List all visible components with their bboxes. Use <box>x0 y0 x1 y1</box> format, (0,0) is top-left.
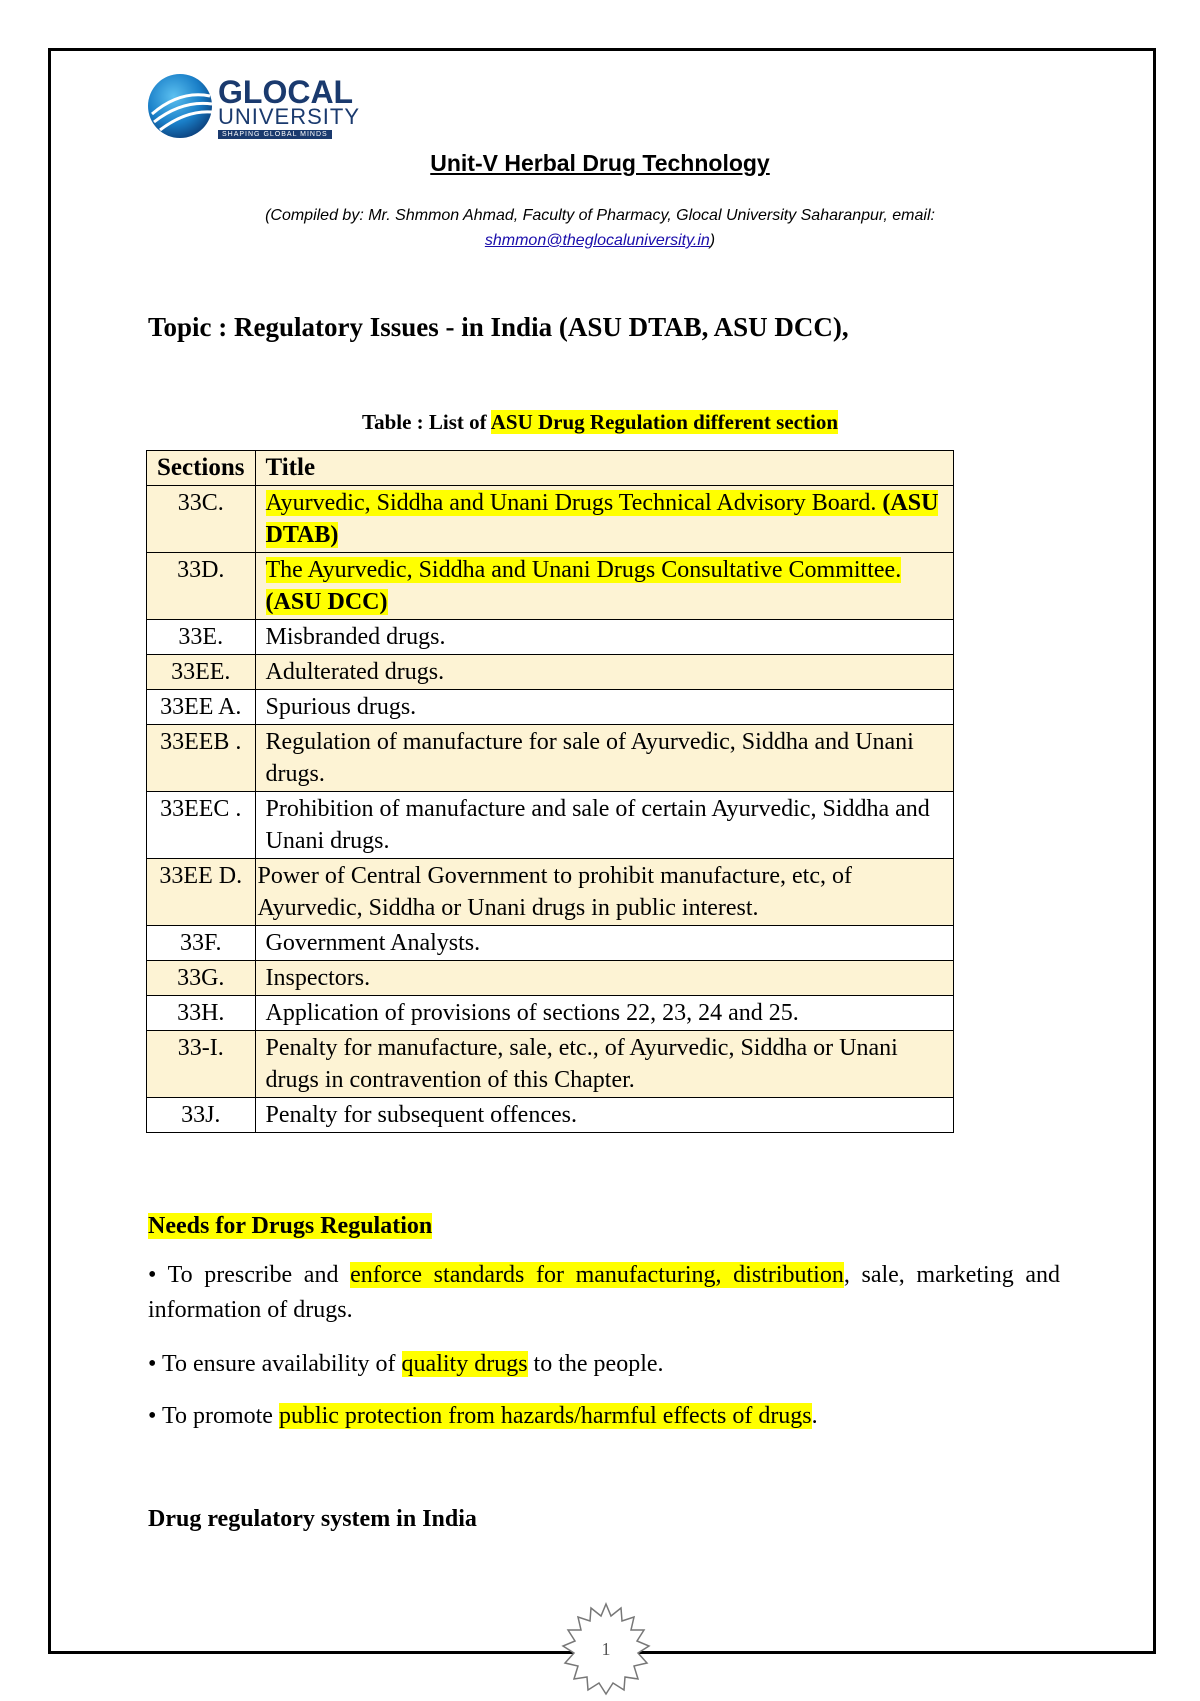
bullet-1 <box>148 1258 1060 1328</box>
logo-tagline: SHAPING GLOBAL MINDS <box>218 130 332 139</box>
caption-prefix: Table : List of <box>361 410 491 434</box>
title-bold: (ASU DTAB) <box>265 490 939 548</box>
table-row <box>147 996 954 1031</box>
title-cell: Application of provisions of sections 22, 23, 24 and 25. <box>255 996 954 1031</box>
section-cell: 33H. <box>147 996 256 1031</box>
b2-pre: • To ensure availability of <box>148 1351 402 1377</box>
globe-icon <box>146 70 216 142</box>
unit-title: Unit-V Herbal Drug Technology <box>430 150 770 176</box>
title-cell: Regulation of manufacture for sale of Ayurvedic, Siddha and Unani drugs. <box>255 725 954 792</box>
section-cell: 33G. <box>147 961 256 996</box>
section-cell: 33EEC . <box>147 792 256 859</box>
table-row <box>147 655 954 690</box>
title-text: The Ayurvedic, Siddha and Unani Drugs Consultative Committee. <box>265 557 902 583</box>
section-cell: 33F. <box>147 926 256 961</box>
starburst-icon <box>558 1600 654 1696</box>
b1-post: , sale, marketing and information of drugs. <box>148 1262 1061 1323</box>
topic-heading: Topic : Regulatory Issues - in India (ASU DTAB, ASU DCC), <box>148 312 849 342</box>
table-row <box>147 926 954 961</box>
table-row <box>147 792 954 859</box>
table-row <box>147 486 954 553</box>
section-cell: 33EEB . <box>147 725 256 792</box>
b3-highlight: public protection from hazards/harmful effects of drugs <box>278 1403 812 1429</box>
caption-highlight: ASU Drug Regulation different section <box>490 410 838 434</box>
university-logo <box>146 70 361 142</box>
title-cell: Misbranded drugs. <box>255 620 954 655</box>
logo-subword: UNIVERSITY <box>218 104 361 129</box>
title-cell: Penalty for subsequent offences. <box>255 1098 954 1133</box>
table-row <box>147 553 954 620</box>
b1-pre: • To prescribe and <box>148 1262 351 1288</box>
page-number-badge <box>558 1600 654 1696</box>
header-title: Title <box>255 451 954 486</box>
section-cell: 33EE A. <box>147 690 256 725</box>
title-cell: Prohibition of manufacture and sale of certain Ayurvedic, Siddha and Unani drugs. <box>255 792 954 859</box>
section-cell: 33E. <box>147 620 256 655</box>
compiled-text: (Compiled by: Mr. Shmmon Ahmad, Faculty of Pharmacy, Glocal University Saharanpur, email: <box>265 207 935 224</box>
compiled-suffix: ) <box>709 232 716 249</box>
table-row <box>147 859 954 926</box>
bullet-3 <box>148 1399 1060 1434</box>
title-cell <box>255 553 954 620</box>
title-cell: Penalty for manufacture, sale, etc., of Ayurvedic, Siddha or Unani drugs in contravention of this Chapter. <box>255 1031 954 1098</box>
table-row <box>147 725 954 792</box>
table-caption <box>0 410 1200 435</box>
needs-heading-text: Needs for Drugs Regulation <box>148 1213 433 1239</box>
table-row <box>147 620 954 655</box>
table-row <box>147 1031 954 1098</box>
title-cell: Adulterated drugs. <box>255 655 954 690</box>
compiled-by-note <box>150 203 1050 253</box>
b2-post: to the people. <box>527 1351 664 1377</box>
needs-heading <box>148 1213 432 1240</box>
section-cell: 33J. <box>147 1098 256 1133</box>
title-cell: Power of Central Government to prohibit manufacture, etc, of Ayurvedic, Siddha or Unani drugs in public interest. <box>255 859 954 926</box>
b1-highlight: enforce standards for manufacturing, distribution <box>350 1262 844 1288</box>
title-text: Ayurvedic, Siddha and Unani Drugs Technical Advisory Board. <box>265 490 883 516</box>
title-cell: Inspectors. <box>255 961 954 996</box>
b2-highlight: quality drugs <box>401 1351 528 1377</box>
section-cell: 33EE D. <box>147 859 256 926</box>
table-row <box>147 690 954 725</box>
b3-post: . <box>811 1403 818 1429</box>
logo-wordmark: GLOCAL <box>218 74 354 110</box>
section-cell: 33-I. <box>147 1031 256 1098</box>
title-bold: (ASU DCC) <box>265 589 388 615</box>
header-sections: Sections <box>147 451 256 486</box>
asu-sections-table <box>146 450 954 1133</box>
drug-regulatory-heading: Drug regulatory system in India <box>148 1506 477 1532</box>
section-cell: 33D. <box>147 553 256 620</box>
bullet-2 <box>148 1347 1060 1382</box>
title-cell: Spurious drugs. <box>255 690 954 725</box>
table-header-row <box>147 451 954 486</box>
table-row <box>147 961 954 996</box>
section-cell: 33EE. <box>147 655 256 690</box>
title-cell: Government Analysts. <box>255 926 954 961</box>
page-number: 1 <box>601 1639 611 1659</box>
section-cell: 33C. <box>147 486 256 553</box>
email-link[interactable]: shmmon@theglocaluniversity.in <box>484 232 710 249</box>
b3-pre: • To promote <box>148 1403 279 1429</box>
table-row <box>147 1098 954 1133</box>
title-cell <box>255 486 954 553</box>
